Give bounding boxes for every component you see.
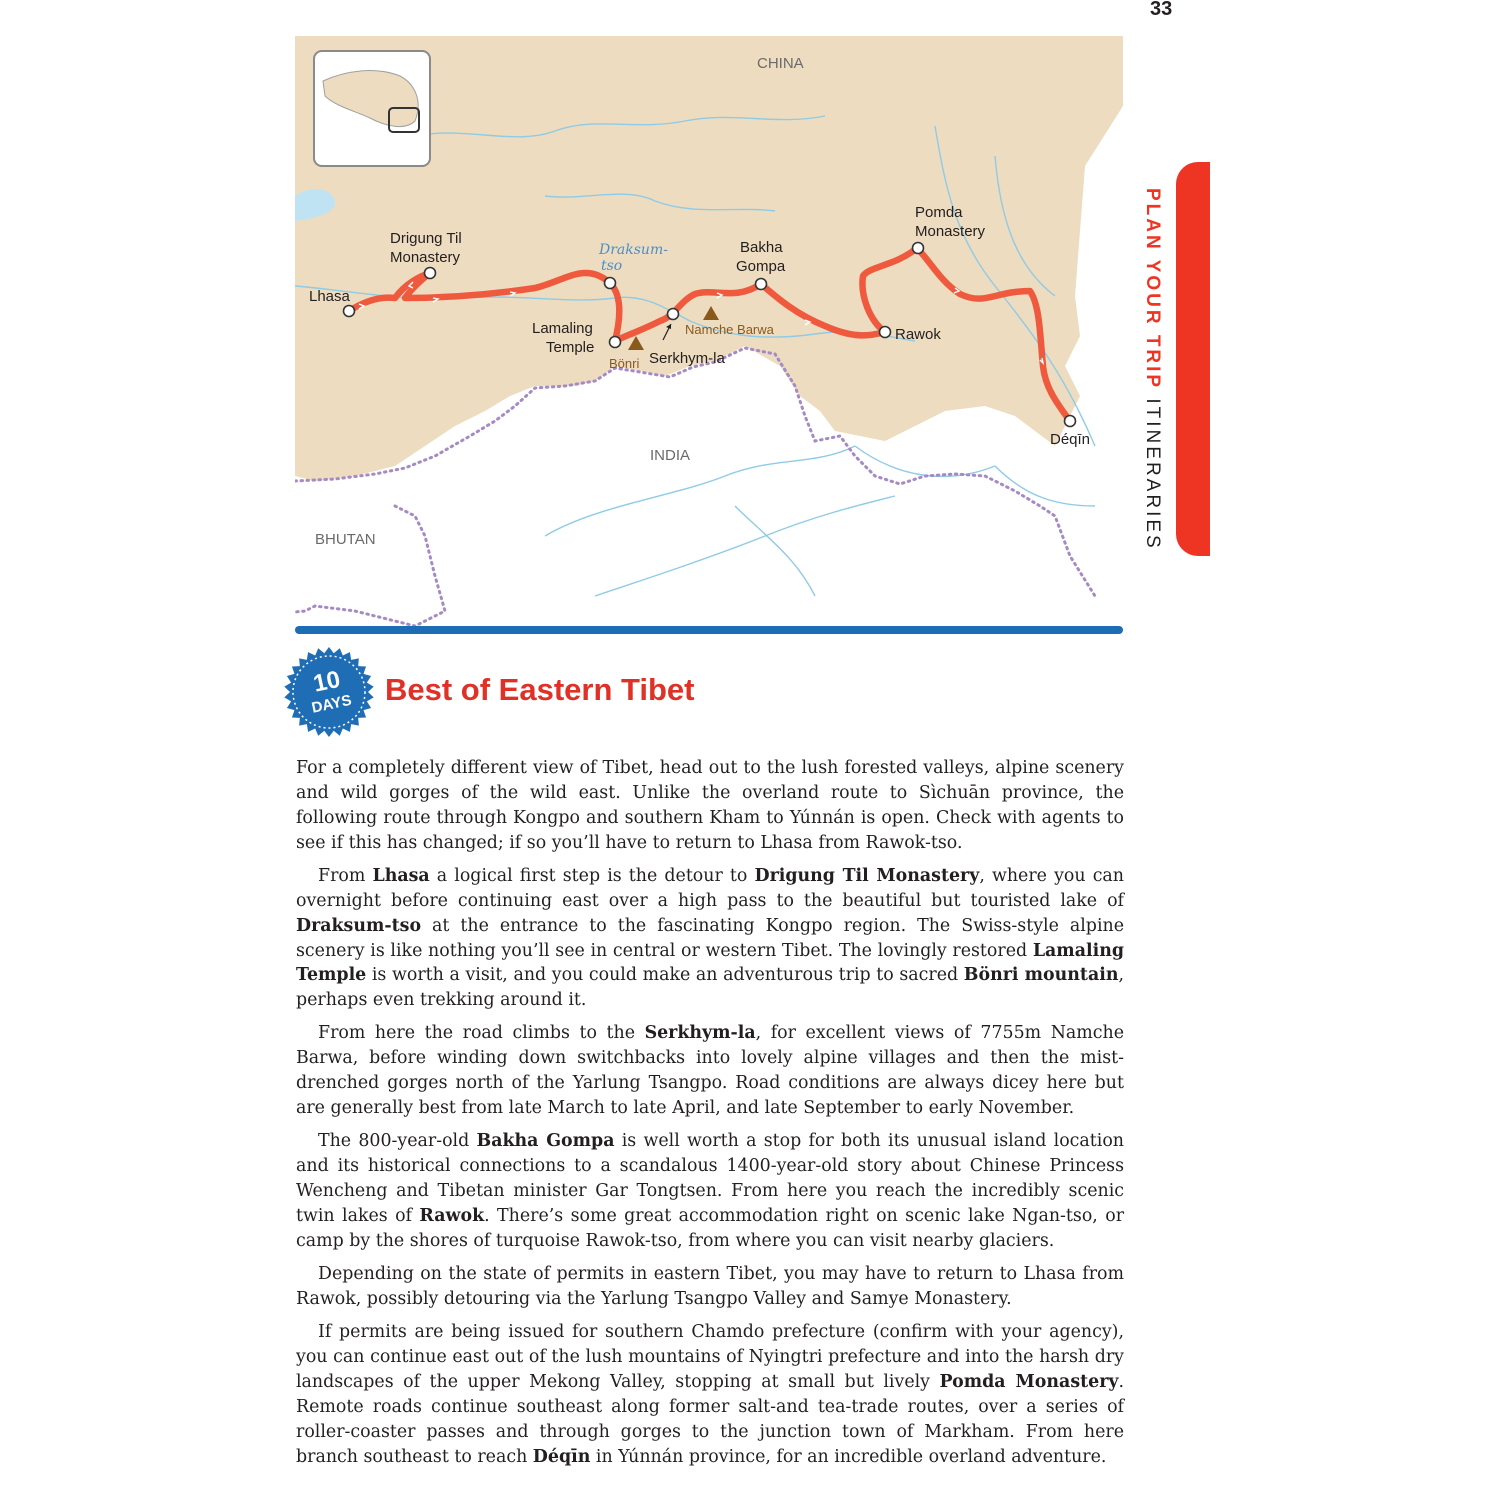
map-bottom-rule bbox=[295, 626, 1123, 634]
paragraph bbox=[296, 756, 1124, 856]
text-run: The 800-year-old bbox=[318, 1131, 477, 1152]
text-run: at the entrance to the fascinating Kongpo region. The Swiss-style alpine scenery is like nothing you’ll see in central or western Tibet. The lovingly restored bbox=[296, 915, 1124, 961]
label-namche-barwa: Namche Barwa bbox=[685, 322, 774, 337]
label-pomda-2: Monastery bbox=[915, 223, 986, 240]
subsection-title: ITINERARIES bbox=[1142, 398, 1163, 551]
marker-serkhym bbox=[668, 309, 679, 320]
section-tab bbox=[1176, 162, 1210, 556]
label-lamaling-1: Lamaling bbox=[532, 320, 593, 337]
place-name: Drigung Til Monastery bbox=[754, 865, 980, 886]
text-run: From here the road climbs to the bbox=[318, 1023, 645, 1044]
text-run: , for excellent views of 7755m Namche Barwa, before winding down switchbacks into lovely alpine villages and then the mist-drenched gorges north of the Yarlung Tsangpo. Road conditions are always dicey here but are generally best from late March to late April, and late September to early November. bbox=[296, 1023, 1125, 1119]
paragraph bbox=[296, 1129, 1124, 1254]
text-run: . Remote roads continue southeast along former salt-and tea-trade routes, over a series of roller-coaster passes and through gorges to the junction town of Markham. From here branch southeast to reach bbox=[296, 1371, 1125, 1467]
paragraph bbox=[296, 864, 1124, 1013]
marker-rawok bbox=[880, 327, 891, 338]
text-run: in Yúnnán province, for an incredible overland adventure. bbox=[590, 1446, 1107, 1467]
text-run: a logical first step is the detour to bbox=[429, 865, 755, 886]
section-label bbox=[1141, 188, 1181, 551]
text-run: , perhaps even trekking around it. bbox=[296, 965, 1124, 1011]
place-name: Pomda Monastery bbox=[939, 1371, 1119, 1392]
place-name: Rawok bbox=[419, 1205, 485, 1226]
label-china: CHINA bbox=[757, 55, 804, 72]
itinerary-description bbox=[296, 756, 1124, 1478]
label-drigung-2: Monastery bbox=[390, 249, 461, 266]
label-rawok: Rawok bbox=[895, 326, 941, 343]
page-title: Best of Eastern Tibet bbox=[385, 672, 695, 707]
marker-lhasa bbox=[344, 306, 355, 317]
text-run: is worth a visit, and you could make an adventurous trip to sacred bbox=[366, 965, 964, 986]
place-name: Déqīn bbox=[532, 1446, 591, 1467]
label-draksum-2: tso bbox=[601, 258, 623, 274]
marker-draksum bbox=[605, 278, 616, 289]
marker-pomda bbox=[913, 243, 924, 254]
label-bhutan: BHUTAN bbox=[315, 531, 376, 548]
text-run: Depending on the state of permits in eastern Tibet, you may have to return to Lhasa from Rawok, possibly detouring via the Yarlung Tsangpo Valley and Samye Monastery. bbox=[296, 1263, 1124, 1309]
place-name: Bönri mountain bbox=[963, 965, 1119, 986]
text-run: . There’s some great accommodation right on scenic lake Ngan-tso, or camp by the shores of turquoise Rawok-tso, from where you can visit nearby glaciers. bbox=[296, 1205, 1125, 1251]
text-run: If permits are being issued for southern Chamdo prefecture (confirm with your agency), you can continue east out of the lush mountains of Nyingtri prefecture and into the harsh dry landscapes of the upper Mekong Valley, stopping at small but lively bbox=[296, 1321, 1124, 1392]
marker-lamaling bbox=[610, 337, 621, 348]
label-bakha-1: Bakha bbox=[740, 239, 783, 256]
place-name: Serkhym-la bbox=[644, 1023, 756, 1044]
text-run: From bbox=[318, 865, 373, 886]
label-bakha-2: Gompa bbox=[736, 258, 786, 275]
label-lhasa: Lhasa bbox=[309, 288, 350, 305]
section-title: PLAN YOUR TRIP bbox=[1142, 188, 1163, 391]
locator-inset bbox=[314, 51, 430, 166]
duration-badge bbox=[283, 646, 375, 738]
badge-unit: DAYS bbox=[310, 691, 354, 717]
text-run: , where you can overnight before continuing east over a high pass to the beautiful but touristed lake of bbox=[296, 865, 1124, 911]
badge-number: 10 bbox=[310, 665, 343, 698]
itinerary-heading bbox=[283, 646, 1103, 736]
label-lamaling-2: Temple bbox=[546, 339, 595, 356]
place-name: Bakha Gompa bbox=[476, 1131, 615, 1152]
place-name: Lamaling Temple bbox=[296, 940, 1124, 986]
place-name: Lhasa bbox=[372, 865, 430, 886]
label-deqin: Déqīn bbox=[1050, 431, 1091, 448]
label-india: INDIA bbox=[650, 447, 691, 464]
label-pomda-1: Pomda bbox=[915, 204, 963, 221]
label-serkhym: Serkhym-la bbox=[649, 350, 725, 367]
text-run: is well worth a stop for both its unusual island location and its historical connections to a scandalous 1400-year-old story about Chinese Princess Wencheng and Tibetan minister Gar Tongtsen. From here you reach the incredibly scenic twin lakes of bbox=[296, 1131, 1124, 1226]
marker-drigung bbox=[425, 268, 436, 279]
paragraph bbox=[296, 1021, 1124, 1121]
place-name: Draksum-tso bbox=[296, 915, 422, 936]
label-bonri: Bönri bbox=[609, 356, 640, 371]
paragraph bbox=[296, 1262, 1124, 1312]
label-draksum-1: Draksum- bbox=[599, 242, 668, 258]
text-run: For a completely different view of Tibet, head out to the lush forested valleys, alpine scenery and wild gorges of the wild east. Unlike the overland route to Sìchuān province, the following route through Kongpo and southern Kham to Yúnnán is open. Check with agents to see if this has changed; if so you’ll have to return to Lhasa from Rawok-tso. bbox=[296, 758, 1124, 853]
marker-deqin bbox=[1065, 416, 1076, 427]
label-drigung-1: Drigung Til bbox=[390, 230, 462, 247]
page-number: 33 bbox=[1150, 0, 1173, 20]
marker-bakha bbox=[756, 279, 767, 290]
route-map bbox=[295, 36, 1123, 636]
paragraph bbox=[296, 1320, 1124, 1469]
